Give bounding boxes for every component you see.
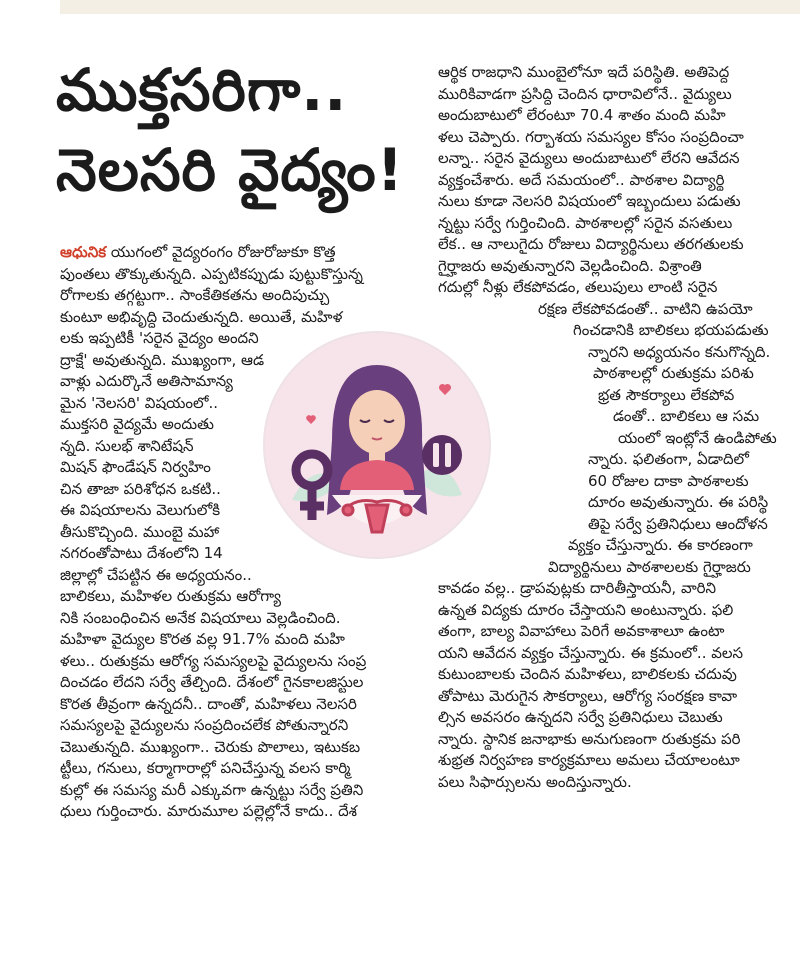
text-line: ఈ విషయాలను వెలుగులోకి	[60, 501, 221, 519]
text-line: యని ఆవేదన వ్యక్తం చేస్తున్నారు. ఈ క్రమంలో.. వలస	[438, 643, 744, 662]
text-line: ముక్తసరి వైద్యమే అందుతు	[60, 415, 214, 433]
text-line: గైర్హాజరు అవుతున్నారని వెల్లడించింది. విశ్రాంతి	[438, 256, 702, 275]
text-line: లకు ఇప్పటికీ 'సరైన వైద్యం అందని	[60, 329, 259, 347]
text-line: ళలు చెప్పారు. గర్భాశయ సమస్యల కోసం సంప్రదించా	[438, 127, 744, 146]
text-line	[60, 242, 430, 264]
text-line: రోగాలకు తగ్గట్టుగా.. సాంకేతికతను అందిపుచ్చు	[60, 286, 330, 304]
text-line: న్నట్టు సర్వే గుర్తించింది. పాఠశాలల్లో సరైన వసతులు	[438, 213, 733, 232]
text-line: మైన 'నెలసరి' విషయంలో..	[60, 393, 219, 412]
text-line: యంలో ఇంట్లోనే ఉండిపోతు	[618, 428, 777, 447]
text-line: మురికివాడగా ప్రసిద్ధి చెందిన ధారావిలోనే.. వైద్యులు	[438, 84, 732, 103]
text-line: కుల్లో ఈ సమస్య మరీ ఎక్కువగా ఉన్నట్టు సర్వే ప్రతిని	[60, 780, 364, 799]
right-column	[438, 62, 798, 793]
face	[349, 390, 405, 454]
text-line: రక్షణ లేకపోవడంతో.. వాటిని ఉపయో	[538, 299, 753, 318]
text-line: 60 రోజుల దాకా పాఠశాలకు	[588, 471, 749, 490]
text-line: ద్రాక్షే' అవుతున్నది. ముఖ్యంగా, ఆడ	[60, 350, 265, 369]
text-line: పుంతలు తొక్కుతున్నది. ఎప్పటికప్పుడు పుట్టుకొస్తున్న	[60, 264, 363, 283]
text-line: కుటుంబాలకు చెందిన మహిళలు, బాలికలకు చదువు	[438, 665, 737, 683]
text-line: న్నారు. ఫలితంగా, ఏడాదిలో	[588, 450, 749, 468]
text-line: ట్టీలు, గనులు, కర్మాగారాల్లో పనిచేస్తున్న వలస కార్మి	[60, 759, 351, 777]
title-line-1: ముక్తసరిగా..	[56, 56, 348, 124]
text-line: కుంటూ అభివృద్ధి చెందుతున్నది. అయితే, మహిళ	[60, 307, 343, 326]
text-line: బాలికలు, మహిళల రుతుక్రమ ఆరోగ్యా	[60, 587, 281, 605]
text-line: తిపై సర్వే ప్రతినిధులు ఆందోళన	[588, 514, 768, 533]
text-line: వ్యక్తంచేశారు. అదే సమయంలో.. పాఠశాల విద్యార్థి	[438, 170, 725, 189]
text-line: న్నారని అధ్యయనం కనుగొన్నది.	[588, 342, 771, 361]
text-line: చిన తాజా పరిశోధన ఒకటి..	[60, 479, 221, 498]
text-line: వాళ్లు ఎదుర్కొనే అతిసామాన్య	[60, 372, 233, 390]
text-line: లేక.. ఆ నాలుగైదు రోజులు విద్యార్థినులు తరగతులకు	[438, 235, 744, 253]
text-line: చెబుతున్నది. ముఖ్యంగా.. చెరుకు పొలాలు, ఇటుకబ	[60, 737, 361, 756]
text-line: తంగా, బాల్య వివాహాలు పెరిగే అవకాశాలూ ఉంటా	[438, 622, 725, 640]
title-line-2: నెలసరి వైద్యం!	[56, 136, 405, 204]
text-line: పాఠశాలల్లో రుతుక్రమ పరిశు	[593, 364, 754, 382]
text-line: నగరంతోపాటు దేశంలోని 14	[60, 544, 223, 562]
text-line: జిల్లాల్లో చేపట్టిన ఈ అధ్యయనం..	[60, 565, 252, 584]
text-line: గించడానికి బాలికలు భయపడుతు	[573, 321, 769, 339]
text-line: గదుల్లో నీళ్లు లేకపోవడం, తలుపులు లాంటి సరైన	[438, 278, 718, 296]
text-line: కావడం వల్ల.. డ్రాపవుట్లకు దారితీస్తాయనీ, వారిని	[438, 579, 717, 597]
text-line: ళలు.. రుతుక్రమ ఆరోగ్య సమస్యలపై వైద్యులను సంప్ర	[60, 651, 367, 670]
article-title	[56, 50, 426, 210]
text-line: వ్యక్తం చేస్తున్నారు. ఈ కారణంగా	[568, 536, 753, 554]
text-line: విద్యార్థినులు పాఠశాలలకు గైర్హాజరు	[548, 557, 751, 576]
text-line: న్నారు. స్థానిక జనాభాకు అనుగుణంగా రుతుక్రమ పరి	[438, 729, 741, 748]
text-line: ఆర్థిక రాజధాని ముంబైలోనూ ఇదే పరిస్థితి. అతిపెద్ద	[438, 63, 730, 81]
text-line: నికి సంబంధించిన అనేక విషయాలు వెల్లడించింది.	[60, 608, 341, 627]
text-line: అందుబాటులో లేరంటూ 70.4 శాతం మంది మహి	[438, 106, 726, 124]
text-line: మహిళా వైద్యుల కొరత వల్ల 91.7% మంది మహి	[60, 630, 345, 648]
text-line: ల్సిన అవసరం ఉన్నదని సర్వే ప్రతినిధులు చెబుతు	[438, 708, 723, 726]
text-line: ఉన్నత విద్యకు దూరం చేస్తాయని అంటున్నారు. ఫలి	[438, 600, 734, 619]
top-color-band	[60, 0, 800, 14]
text-line: న్నది. సులభ్ శానిటేషన్	[60, 436, 194, 455]
lead-word: ఆధునిక	[60, 243, 107, 261]
text-line: ధులు గుర్తించారు. మారుమూల పల్లెల్లోనే కాదు.. దేశ	[60, 802, 358, 820]
text-line: తోపాటు మెరుగైన సౌకర్యాలు, ఆరోగ్య సంరక్షణ కావా	[438, 686, 738, 705]
text-line: సమస్యలపై వైద్యులను సంప్రదించలేక పోతున్నారని	[60, 716, 349, 734]
menstruation-illustration	[262, 330, 492, 560]
text-line: పలు సిఫార్సులను అందిస్తున్నారు.	[438, 772, 632, 791]
text-line: డంతో.. బాలికలు ఆ సమ	[613, 407, 760, 425]
text-line: కొరత తీవ్రంగా ఉన్నదనీ.. దాంతో, మహిళలు నెలసరి	[60, 694, 357, 713]
text-line: లన్నా.. సరైన వైద్యులు అందుబాటులో లేరని ఆవేదన	[438, 149, 740, 167]
text-line: భ్రత సౌకర్యాలు లేకపోవ	[598, 385, 735, 404]
text-line: మిషన్ ఫౌండేషన్ నిర్వహిం	[60, 458, 211, 476]
text-line: దూరం అవుతున్నారు. ఈ పరిస్థి	[588, 493, 769, 511]
text-line: దించడం లేదని సర్వే తేల్చింది. దేశంలో గైనకాలజిస్టుల	[60, 673, 364, 691]
text-line-rest: యుగంలో వైద్యరంగం రోజురోజుకూ కొత్త	[106, 243, 336, 261]
text-line: నులు కూడా నెలసరి విషయంలో ఇబ్బందులు పడుతు	[438, 192, 741, 210]
text-line: తీసుకొచ్చింది. ముంబై మహా	[60, 522, 220, 541]
text-line: శుభ్రత నిర్వహణ కార్యక్రమాలు అమలు చేయాలంటూ	[438, 751, 740, 769]
pause-symbol-icon	[422, 435, 462, 475]
